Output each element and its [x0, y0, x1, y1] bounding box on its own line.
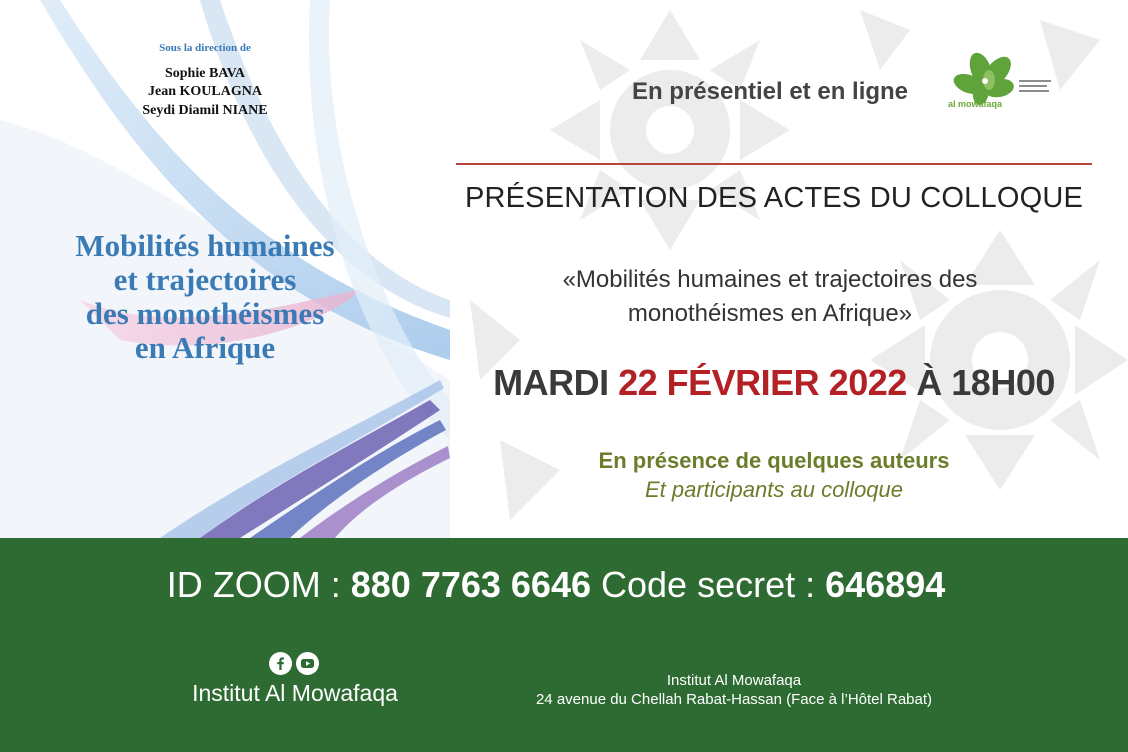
direction-label: Sous la direction de — [159, 42, 251, 54]
event-subject — [500, 263, 1040, 331]
book-cover — [0, 0, 450, 538]
author-name: Sophie BAVA — [164, 66, 246, 81]
zoom-code-value: 646894 — [825, 564, 946, 605]
book-title-line: des monothéismes — [85, 296, 325, 331]
event-date-value: 22 FÉVRIER 2022 — [618, 362, 907, 403]
event-mode: En présentiel et en ligne — [631, 78, 909, 105]
youtube-icon[interactable] — [296, 652, 319, 675]
author-name: Jean KOULAGNA — [148, 84, 262, 99]
social-links — [269, 652, 323, 676]
book-title-line: Mobilités humaines — [75, 228, 335, 263]
author-name: Seydi Diamil NIANE — [142, 103, 268, 118]
facebook-icon[interactable] — [269, 652, 292, 675]
presence-note: En présence de quelques auteurs — [598, 448, 950, 473]
address-line: 24 avenue du Chellah Rabat-Hassan (Face à l’Hôtel Rabat) — [535, 691, 933, 708]
event-time: À 18H00 — [916, 362, 1055, 403]
zoom-info — [0, 564, 1112, 606]
zoom-id-value: 880 7763 6646 — [350, 564, 591, 605]
zoom-code-label: Code secret : — [591, 564, 826, 605]
subject-line: monothéismes en Afrique» — [627, 300, 913, 327]
logo-name: al mowafaqa — [948, 99, 1003, 109]
subject-line: «Mobilités humaines et trajectoires des — [562, 266, 978, 293]
book-title-line: en Afrique — [134, 330, 276, 365]
book-title-line: et trajectoires — [113, 262, 297, 297]
event-heading: PRÉSENTATION DES ACTES DU COLLOQUE — [464, 182, 1084, 214]
address-line: Institut Al Mowafaqa — [666, 672, 802, 689]
event-day: MARDI — [493, 362, 609, 403]
zoom-id-label: ID ZOOM : — [166, 564, 351, 605]
event-date — [456, 362, 1092, 404]
institute-name: Institut Al Mowafaqa — [192, 680, 398, 706]
divider-line — [456, 163, 1092, 165]
participants-note: Et participants au colloque — [644, 477, 904, 502]
footer-banner — [0, 538, 1128, 752]
